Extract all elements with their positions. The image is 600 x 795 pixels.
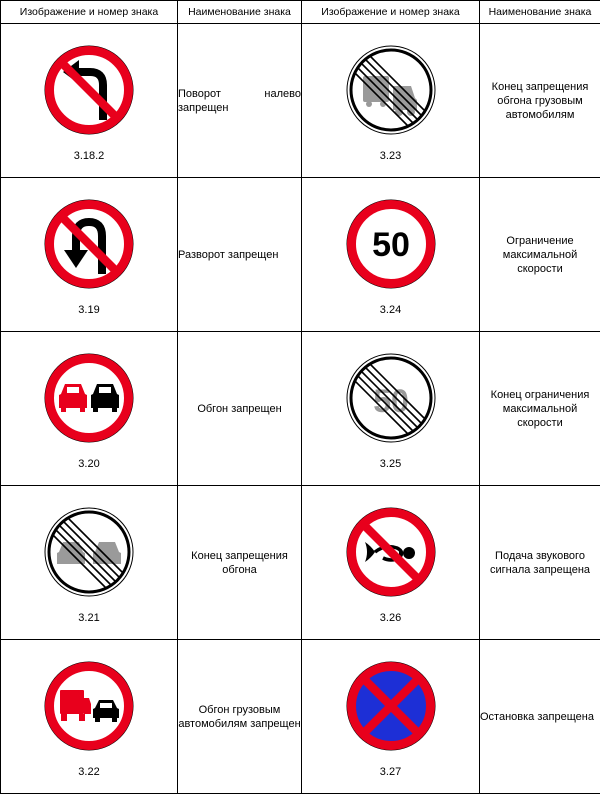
sign-name: Конец запрещения обгона	[191, 549, 288, 576]
sign-name-cell	[480, 24, 600, 178]
header-image-right: Изображение и номер знака	[302, 1, 480, 24]
sign-name-cell	[178, 332, 302, 486]
sign-name-cell	[480, 332, 600, 486]
sign-number: 3.25	[379, 457, 402, 470]
sign-number: 3.22	[78, 765, 100, 778]
sign-name: Поворот налево запрещен	[178, 87, 301, 114]
end-of-no-overtaking-by-trucks-sign-icon	[341, 40, 441, 140]
sign-name: Конец ограничения максимальной скорости	[490, 388, 590, 429]
no-stopping-sign-icon	[341, 656, 441, 756]
end-of-speed-limit-sign-icon	[341, 348, 441, 448]
end-of-no-overtaking-sign-icon	[39, 502, 139, 602]
sign-number: 3.27	[379, 765, 402, 778]
no-left-turn-sign-icon	[39, 40, 139, 140]
sign-cell	[302, 486, 480, 640]
sign-number: 3.19	[78, 303, 100, 316]
sign-name-cell	[480, 178, 600, 332]
header-image-left: Изображение и номер знака	[1, 1, 178, 24]
sign-cell	[302, 332, 480, 486]
sign-name: Подача звукового сигнала запрещена	[489, 549, 591, 576]
sign-name: Конец запрещения обгона грузовым автомобилям	[491, 80, 589, 121]
sign-cell	[1, 486, 178, 640]
no-horn-sign-icon	[341, 502, 441, 602]
table-row	[1, 332, 600, 486]
table-row	[1, 486, 600, 640]
sign-number: 3.26	[379, 611, 402, 624]
sign-cell	[302, 640, 480, 794]
sign-cell	[302, 24, 480, 178]
sign-name: Обгон грузовым автомобилям запрещен	[178, 703, 301, 730]
sign-cell	[1, 332, 178, 486]
sign-name: Остановка запрещена	[480, 710, 594, 723]
sign-number: 3.24	[379, 303, 402, 316]
speed-limit-sign-icon	[341, 194, 441, 294]
sign-name: Ограничение максимальной скорости	[502, 234, 578, 275]
no-u-turn-sign-icon	[39, 194, 139, 294]
no-overtaking-sign-icon	[39, 348, 139, 448]
sign-cell	[1, 640, 178, 794]
table-row	[1, 640, 600, 794]
sign-name: Обгон запрещен	[197, 402, 282, 415]
table-row	[1, 178, 600, 332]
sign-name-cell	[178, 178, 302, 332]
no-overtaking-by-trucks-sign-icon	[39, 656, 139, 756]
sign-cell	[302, 178, 480, 332]
header-name-left: Наименование знака	[178, 1, 302, 24]
sign-number: 3.23	[379, 149, 402, 162]
sign-cell	[1, 24, 178, 178]
table-row	[1, 24, 600, 178]
table-header-row	[1, 1, 600, 24]
sign-number: 3.20	[78, 457, 100, 470]
sign-name-cell	[178, 640, 302, 794]
sign-name-cell	[178, 486, 302, 640]
speed-limit-value: 50	[371, 225, 410, 264]
sign-name-cell	[480, 486, 600, 640]
sign-name: Разворот запрещен	[178, 248, 279, 261]
sign-cell	[1, 178, 178, 332]
header-name-right: Наименование знака	[480, 1, 600, 24]
sign-number: 3.21	[78, 611, 100, 624]
sign-number: 3.18.2	[73, 149, 105, 162]
sign-name-cell	[480, 640, 600, 794]
sign-name-cell	[178, 24, 302, 178]
